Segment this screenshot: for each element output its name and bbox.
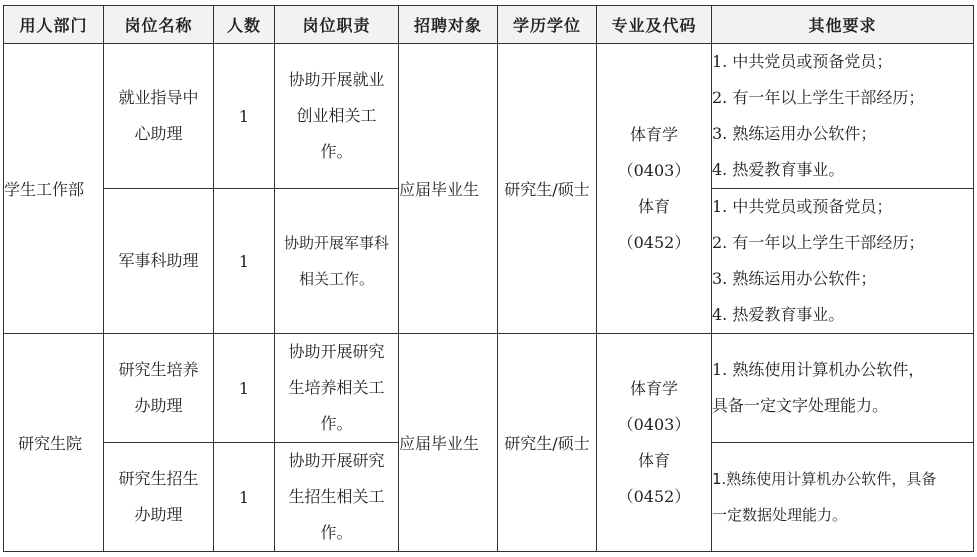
requirement-line: 3. 熟练运用办公软件； (712, 124, 877, 143)
duty-line: 协助开展研究 (288, 451, 385, 470)
position-name-line: 办助理 (134, 505, 183, 524)
requirement-line: 具备一定文字处理能力。 (712, 396, 889, 415)
duty-line: 协助开展研究 (288, 342, 385, 361)
duty-line: 协助开展就业 (288, 70, 385, 89)
header-major: 专业及代码 (597, 6, 712, 44)
major-line: （0403） (617, 160, 691, 180)
position-name-line: 军事科助理 (118, 251, 199, 270)
department-cell: 研究生院 (4, 334, 104, 552)
duty-line: 作。 (320, 414, 353, 433)
count-cell: 1 (214, 189, 275, 334)
major-cell (597, 334, 712, 552)
duty-line: 生招生相关工 (288, 487, 385, 506)
count-cell: 1 (214, 443, 275, 552)
major-line: （0452） (617, 232, 691, 252)
position-name-cell (104, 44, 214, 189)
requirement-line: 1. 熟练使用计算机办公软件， (712, 360, 925, 379)
duty-line: 生培养相关工 (288, 378, 385, 397)
requirement-line: 1.熟练使用计算机办公软件，具备 (712, 470, 937, 488)
duty-cell (275, 189, 399, 334)
major-line: 体育学 (629, 124, 678, 144)
requirement-line: 2. 有一年以上学生干部经历； (712, 233, 925, 252)
requirement-line: 1. 中共党员或预备党员； (712, 197, 893, 216)
duty-line: 创业相关工 (296, 106, 377, 125)
header-target: 招聘对象 (399, 6, 498, 44)
duty-line: 相关工作。 (298, 270, 374, 288)
header-duty: 岗位职责 (275, 6, 399, 44)
requirement-line: 2. 有一年以上学生干部经历； (712, 88, 925, 107)
position-name-cell (104, 334, 214, 443)
position-name-line: 就业指导中 (118, 88, 199, 107)
duty-line: 协助开展军事科 (283, 234, 389, 252)
duty-line: 作。 (320, 523, 353, 542)
target-cell: 应届毕业生 (399, 44, 498, 334)
table-row (4, 44, 974, 189)
duty-cell (275, 44, 399, 189)
duty-cell (275, 443, 399, 552)
department-cell: 学生工作部 (4, 44, 104, 334)
requirements-cell (712, 189, 974, 334)
major-line: （0452） (617, 486, 691, 506)
requirement-line: 一定数据处理能力。 (712, 506, 848, 524)
position-name-line: 心助理 (134, 124, 183, 143)
major-line: 体育 (637, 450, 670, 470)
header-department: 用人部门 (4, 6, 104, 44)
major-cell (597, 44, 712, 334)
count-cell: 1 (214, 334, 275, 443)
header-position: 岗位名称 (104, 6, 214, 44)
position-name-line: 办助理 (134, 396, 183, 415)
education-cell: 研究生/硕士 (498, 44, 597, 334)
education-cell: 研究生/硕士 (498, 334, 597, 552)
table-row (4, 334, 974, 443)
position-name-cell (104, 443, 214, 552)
header-requirements: 其他要求 (712, 6, 974, 44)
requirement-line: 4. 热爱教育事业。 (712, 160, 845, 179)
duty-line: 作。 (320, 142, 353, 161)
count-cell: 1 (214, 44, 275, 189)
major-line: 体育 (637, 196, 670, 216)
position-name-line: 研究生招生 (118, 469, 199, 488)
requirements-cell (712, 334, 974, 443)
requirement-line: 3. 熟练运用办公软件； (712, 269, 877, 288)
header-row (4, 6, 974, 44)
duty-cell (275, 334, 399, 443)
requirement-line: 1. 中共党员或预备党员； (712, 52, 893, 71)
target-cell: 应届毕业生 (399, 334, 498, 552)
recruitment-table (3, 5, 974, 552)
requirements-cell (712, 443, 974, 552)
header-count: 人数 (214, 6, 275, 44)
position-name-line: 研究生培养 (118, 360, 199, 379)
header-education: 学历学位 (498, 6, 597, 44)
major-line: 体育学 (629, 378, 678, 398)
requirement-line: 4. 热爱教育事业。 (712, 305, 845, 324)
position-name-cell (104, 189, 214, 334)
requirements-cell (712, 44, 974, 189)
major-line: （0403） (617, 414, 691, 434)
